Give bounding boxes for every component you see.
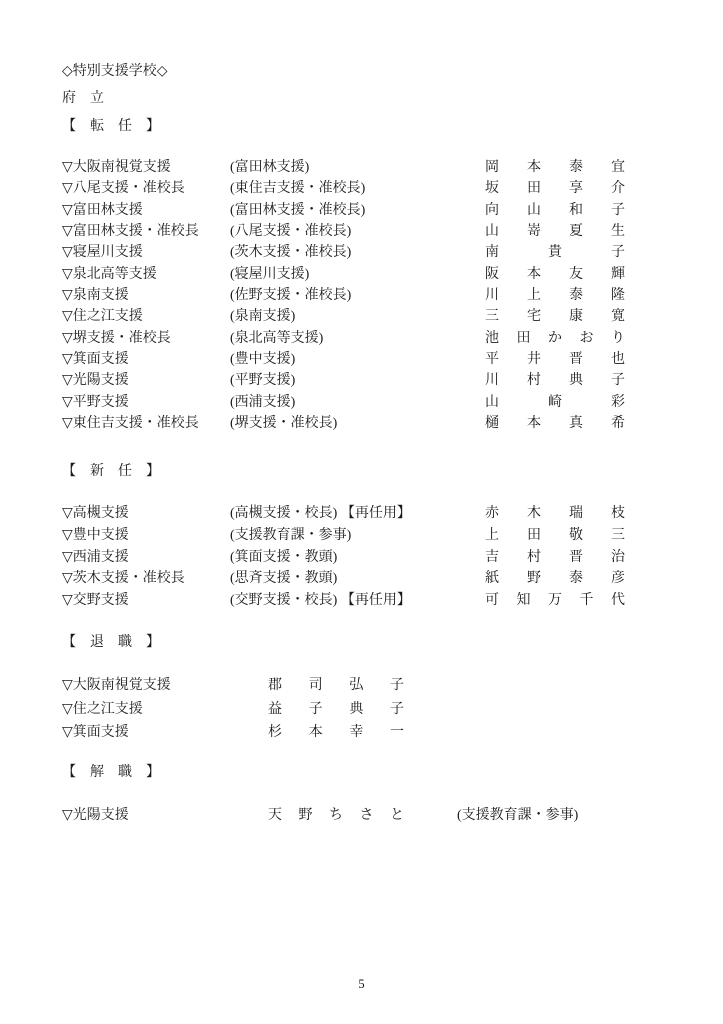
previous-post-cell: (佐野支援・准校長)	[230, 288, 352, 304]
note-cell: (支援教育課・参事)	[457, 808, 579, 823]
section-heading-kaishoku: 【 解 職 】	[62, 765, 160, 780]
table-row	[62, 285, 713, 306]
school-cell: ▽箕面支援	[62, 352, 129, 368]
person-name: 川 村 典 子	[485, 373, 625, 389]
table-row	[62, 413, 713, 434]
school-cell: ▽大阪南視覚支援	[62, 678, 171, 693]
section-shinnin	[62, 503, 713, 612]
school-cell: ▽富田林支援	[62, 202, 143, 218]
previous-post-cell: (交野支援・校長) 【再任用】	[230, 593, 411, 608]
table-row	[62, 568, 713, 590]
table-row	[62, 328, 713, 349]
school-cell: ▽泉北高等支援	[62, 266, 157, 282]
person-name: 山 崎 彩	[485, 394, 625, 410]
previous-post-cell: (平野支援)	[230, 373, 296, 389]
school-cell: ▽高槻支援	[62, 506, 129, 521]
school-cell: ▽箕面支援	[62, 725, 129, 740]
school-cell: ▽光陽支援	[62, 808, 129, 823]
school-cell: ▽富田林支援・准校長	[62, 224, 199, 240]
school-cell: ▽大阪南視覚支援	[62, 160, 171, 175]
table-row	[62, 547, 713, 569]
person-name: 南 貴 子	[485, 245, 625, 261]
person-name: 赤 木 瑞 枝	[485, 506, 625, 521]
previous-post-cell: (堺支援・准校長)	[230, 416, 338, 432]
previous-post-cell: (高槻支援・校長) 【再任用】	[230, 506, 411, 521]
table-row	[62, 590, 713, 612]
table-row	[62, 157, 713, 178]
person-name: 上 田 敬 三	[485, 527, 625, 543]
person-name: 平 井 晋 也	[485, 352, 625, 368]
doc-subtitle: 府 立	[62, 91, 104, 106]
section-heading-tennin: 【 転 任 】	[62, 119, 160, 134]
section-heading-taishoku: 【 退 職 】	[62, 635, 160, 650]
table-row	[62, 392, 713, 413]
person-name: 三 宅 康 寛	[485, 309, 625, 325]
previous-post-cell: (豊中支援)	[230, 352, 296, 368]
person-name: 阪 本 友 輝	[485, 266, 625, 282]
table-row	[62, 370, 713, 391]
school-cell: ▽住之江支援	[62, 701, 143, 717]
person-name: 天 野 ち さ と	[268, 808, 404, 823]
table-row	[62, 525, 713, 547]
previous-post-cell: (思斉支援・教頭)	[230, 571, 338, 587]
school-cell: ▽交野支援	[62, 593, 129, 608]
school-cell: ▽光陽支援	[62, 373, 129, 389]
doc-title: ◇特別支援学校◇	[62, 64, 168, 79]
page-number: 5	[358, 977, 365, 991]
person-name: 吉 村 晋 治	[485, 549, 625, 565]
school-cell: ▽堺支援・准校長	[62, 330, 171, 346]
person-name: 郡 司 弘 子	[268, 678, 404, 693]
school-cell: ▽東住吉支援・准校長	[62, 416, 199, 432]
school-cell: ▽豊中支援	[62, 527, 129, 543]
previous-post-cell: (箕面支援・教頭)	[230, 549, 338, 565]
previous-post-cell: (八尾支援・准校長)	[230, 224, 352, 240]
previous-post-cell: (東住吉支援・准校長)	[230, 181, 366, 197]
person-name: 益 子 典 子	[268, 701, 404, 717]
school-cell: ▽西浦支援	[62, 549, 129, 565]
table-row	[62, 721, 713, 745]
school-cell: ▽寝屋川支援	[62, 245, 143, 261]
previous-post-cell: (支援教育課・参事)	[230, 527, 352, 543]
previous-post-cell: (泉南支援)	[230, 309, 296, 325]
table-row	[62, 264, 713, 285]
table-row	[62, 804, 713, 828]
previous-post-cell: (寝屋川支援)	[230, 266, 310, 282]
person-name: 可 知 万 千 代	[485, 593, 625, 608]
person-name: 紙 野 泰 彦	[485, 571, 625, 587]
table-row	[62, 503, 713, 525]
previous-post-cell: (西浦支援)	[230, 394, 296, 410]
person-name: 坂 田 享 介	[485, 181, 625, 197]
person-name: 川 上 泰 隆	[485, 288, 625, 304]
school-cell: ▽住之江支援	[62, 309, 143, 325]
person-name: 向 山 和 子	[485, 202, 625, 218]
school-cell: ▽八尾支援・准校長	[62, 181, 185, 197]
previous-post-cell: (泉北高等支援)	[230, 330, 324, 346]
table-row	[62, 221, 713, 242]
person-name: 山 嵜 夏 生	[485, 224, 625, 240]
school-cell: ▽茨木支援・准校長	[62, 571, 185, 587]
person-name: 池 田 か お り	[485, 330, 625, 346]
previous-post-cell: (茨木支援・准校長)	[230, 245, 352, 261]
table-row	[62, 698, 713, 722]
table-row	[62, 242, 713, 263]
previous-post-cell: (富田林支援・准校長)	[230, 202, 366, 218]
school-cell: ▽泉南支援	[62, 288, 129, 304]
table-row	[62, 200, 713, 221]
section-heading-shinnin: 【 新 任 】	[62, 464, 160, 479]
table-row	[62, 178, 713, 199]
school-cell: ▽平野支援	[62, 394, 129, 410]
section-kaishoku	[62, 804, 713, 828]
section-tennin	[62, 157, 713, 434]
person-name: 樋 本 真 希	[485, 416, 625, 432]
previous-post-cell: (富田林支援)	[230, 160, 310, 175]
person-name: 岡 本 泰 宜	[485, 160, 625, 175]
table-row	[62, 349, 713, 370]
section-taishoku	[62, 674, 713, 745]
table-row	[62, 674, 713, 698]
table-row	[62, 306, 713, 327]
person-name: 杉 本 幸 一	[268, 725, 404, 740]
